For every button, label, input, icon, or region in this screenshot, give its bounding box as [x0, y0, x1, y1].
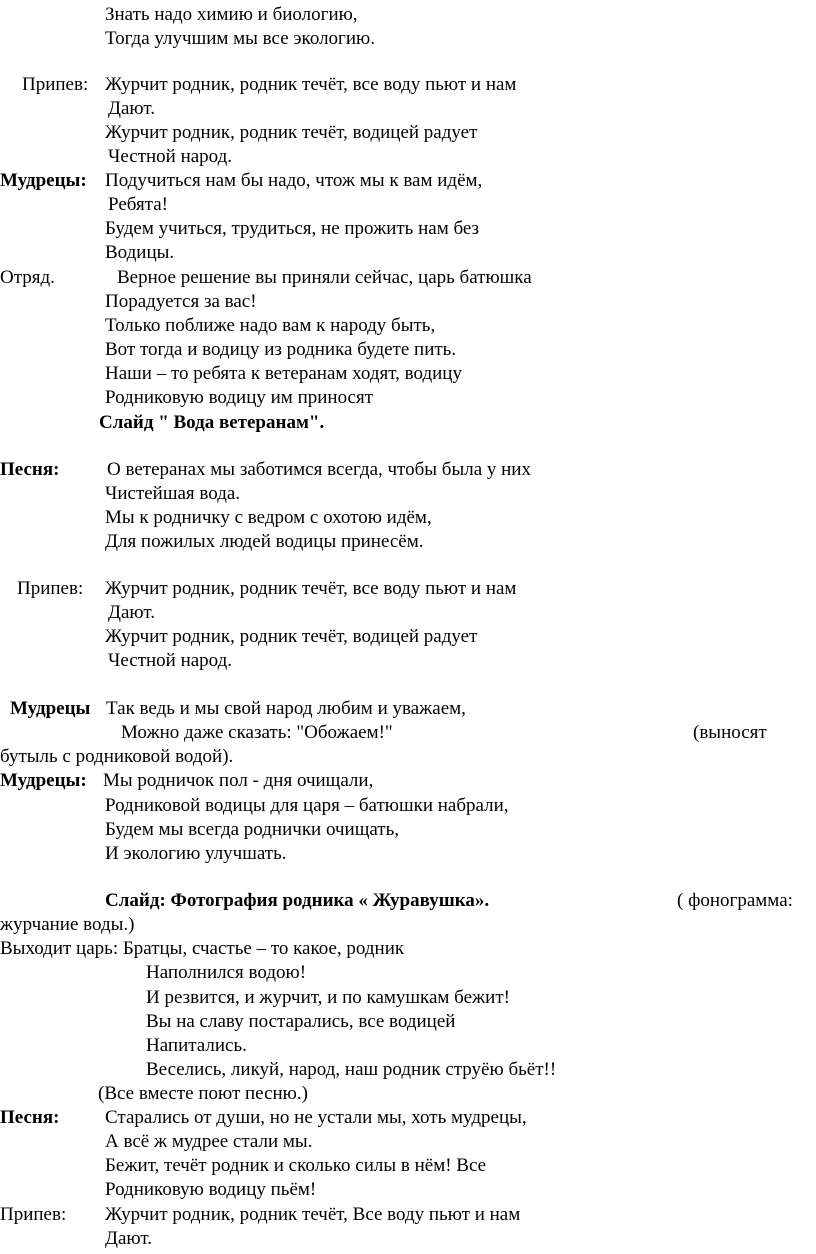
text-line: И резвится, и журчит, и по камушкам бежит!: [146, 987, 510, 1008]
text-line: Родниковой водицы для царя – батюшки набрали,: [105, 795, 509, 816]
speaker-label: Припев:: [22, 74, 89, 95]
text-line: Мы родничок пол - дня очищали,: [103, 770, 374, 791]
text-line: Дают.: [105, 1228, 152, 1249]
text-line: Журчит родник, родник течёт, все воду пьют и нам: [105, 578, 517, 599]
text-line: О ветеранах мы заботимся всегда, чтобы была у них: [107, 459, 531, 480]
text-line: Чистейшая вода.: [105, 483, 241, 504]
text-line: Журчит родник, родник течёт, Все воду пьют и нам: [105, 1204, 521, 1225]
text-line: Ребята!: [108, 194, 168, 215]
text-line: Будем мы всегда роднички очищать,: [105, 819, 399, 840]
text-line: Будем учиться, трудиться, не прожить нам без: [105, 218, 480, 239]
text-line: Честной народ.: [108, 650, 233, 671]
text-line: Верное решение вы приняли сейчас, царь батюшка: [117, 267, 532, 288]
text-line: Честной народ.: [108, 146, 233, 167]
text-line: И экологию улучшать.: [105, 843, 287, 864]
speaker-label: Песня:: [0, 1107, 60, 1128]
text-line: А всё ж мудрее стали мы.: [105, 1131, 313, 1152]
text-line: Тогда улучшим мы все экологию.: [105, 28, 375, 49]
stage-direction: бутыль с родниковой водой).: [0, 746, 234, 767]
text-line: Дают.: [108, 602, 155, 623]
text-line: Журчит родник, родник течёт, водицей радует: [105, 626, 478, 647]
text-line: Дают.: [108, 98, 155, 119]
text-line: Вот тогда и водицу из родника будете пить.: [105, 339, 457, 360]
speaker-label: Мудрецы:: [0, 170, 87, 191]
text-line: Родниковую водицу пьём!: [105, 1179, 317, 1200]
speaker-label: Мудрецы:: [0, 770, 87, 791]
speaker-label: Песня:: [0, 459, 60, 480]
text-line: Бежит, течёт родник и сколько силы в нём! Все: [105, 1155, 487, 1176]
speaker-label: Припев:: [17, 578, 84, 599]
text-line: Знать надо химию и биологию,: [105, 4, 358, 25]
text-line: Журчит родник, родник течёт, водицей радует: [105, 122, 478, 143]
text-line: Журчит родник, родник течёт, все воду пьют и нам: [105, 74, 517, 95]
text-line: Наши – то ребята к ветеранам ходят, водицу: [105, 363, 462, 384]
text-line: Родниковую водицу им приносят: [105, 387, 374, 408]
stage-direction: (выносят: [693, 722, 767, 743]
speaker-label: Припев:: [0, 1204, 67, 1225]
text-line: Старались от души, но не устали мы, хоть мудрецы,: [105, 1107, 527, 1128]
slide-heading: Слайд " Вода ветеранам".: [99, 412, 325, 433]
stage-direction: (Все вместе поют песню.): [98, 1083, 308, 1104]
speaker-label: Отряд.: [0, 267, 55, 288]
text-line: Вы на славу постарались, все водицей: [146, 1011, 456, 1032]
speaker-label: Мудрецы: [10, 698, 91, 719]
stage-direction: ( фонограмма:: [677, 890, 793, 911]
slide-heading: Слайд: Фотография родника « Журавушка».: [105, 890, 490, 911]
text-line: Порадуется за вас!: [105, 291, 257, 312]
text-line: Для пожилых людей водицы принесём.: [105, 531, 424, 552]
text-line: Мы к родничку с ведром с охотою идём,: [105, 507, 432, 528]
text-line: Выходит царь: Братцы, счастье – то какое, родник: [0, 938, 405, 959]
text-line: Веселись, ликуй, народ, наш родник струёю бьёт!!: [146, 1059, 557, 1080]
text-line: Напитались.: [146, 1035, 247, 1056]
stage-direction: журчание воды.): [0, 914, 135, 935]
text-line: Так ведь и мы свой народ любим и уважаем,: [106, 698, 466, 719]
text-line: Водицы.: [105, 242, 175, 263]
text-line: Подучиться нам бы надо, чтож мы к вам идём,: [105, 170, 483, 191]
text-line: Только поближе надо вам к народу быть,: [105, 315, 436, 336]
text-line: Наполнился водою!: [146, 962, 307, 983]
text-line: Можно даже сказать: "Обожаем!": [121, 722, 393, 743]
